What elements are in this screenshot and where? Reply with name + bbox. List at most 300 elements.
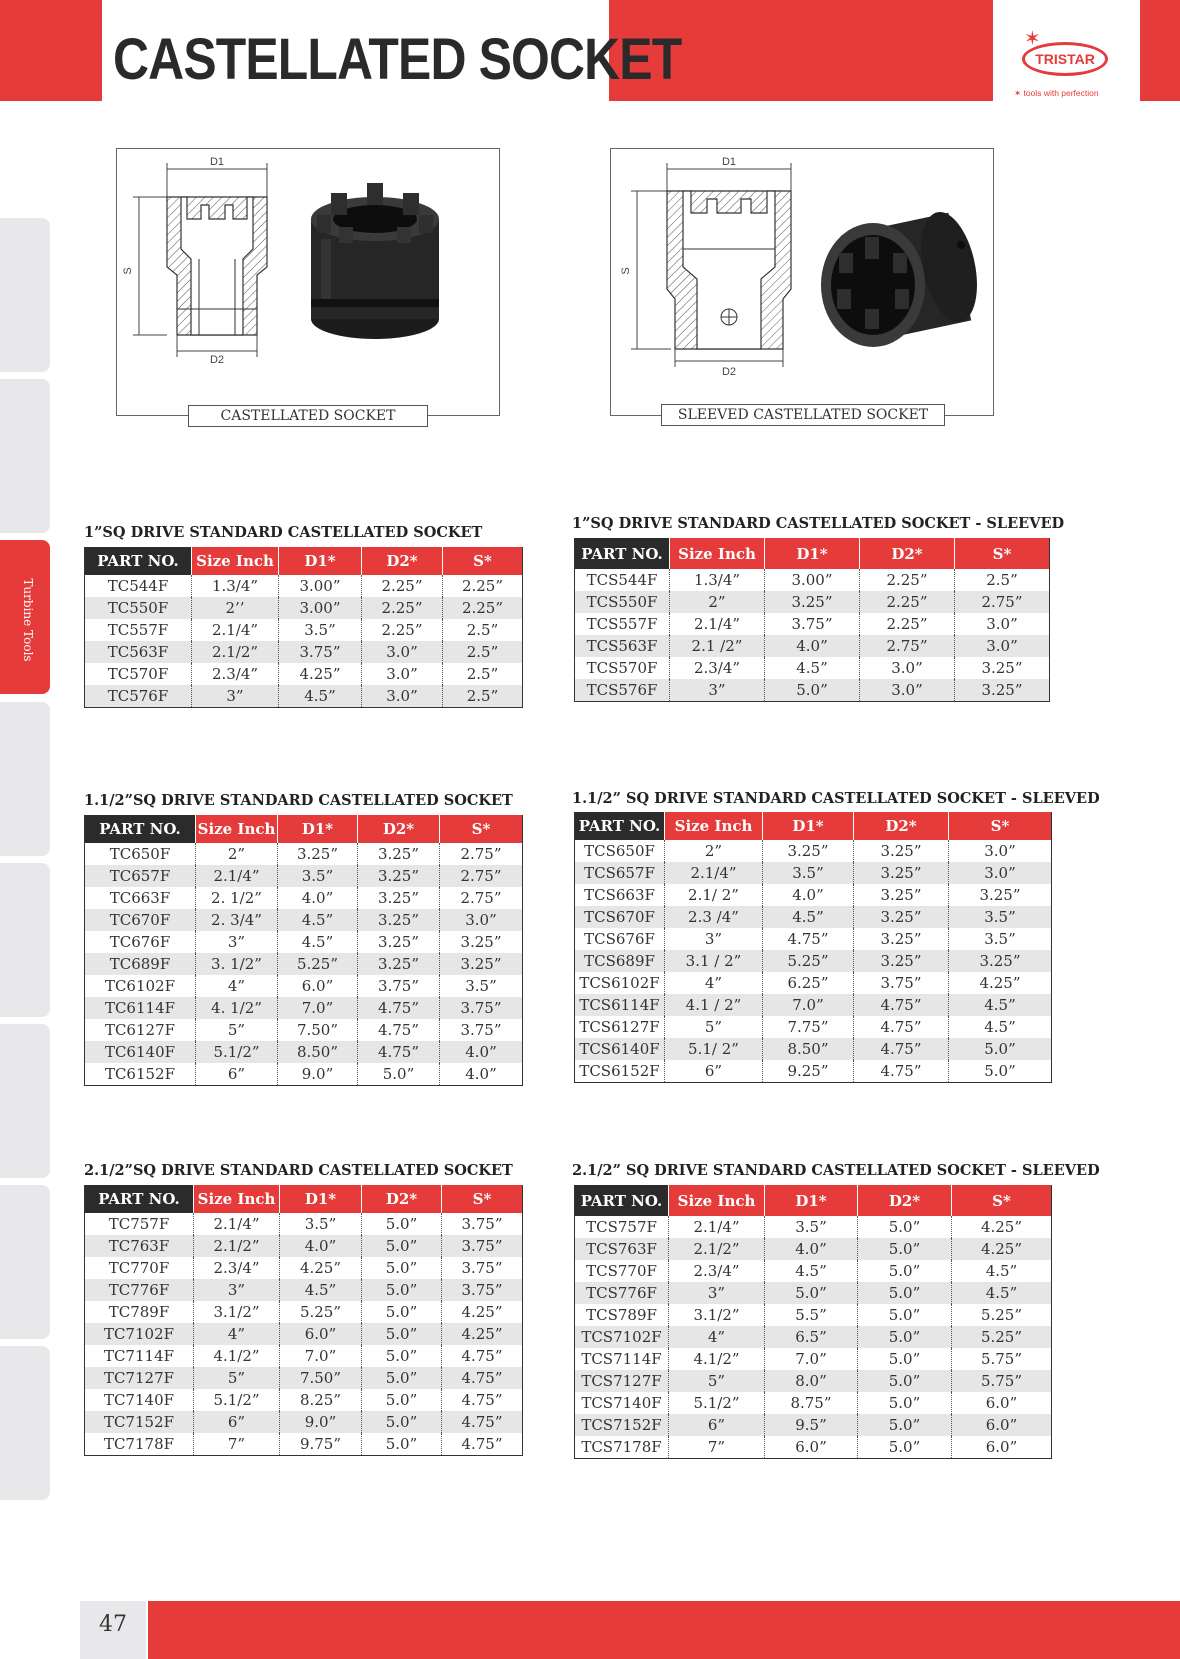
cell-size-inch: 3” [194, 1279, 280, 1301]
cell-size-inch: 2.3/4” [669, 1260, 765, 1282]
cell-part-no: TCS7152F [575, 1414, 669, 1436]
cell-size-inch: 2” [665, 840, 763, 862]
cell-d1: 6.25” [763, 972, 854, 994]
col-s: S* [442, 1185, 522, 1213]
cell-d1: 9.0” [278, 1063, 358, 1085]
cell-d2: 4.75” [358, 1019, 440, 1041]
cell-part-no: TC670F [85, 909, 196, 931]
table-header [85, 1185, 522, 1213]
cell-d2: 5.0” [858, 1326, 952, 1348]
cell-d2: 4.75” [358, 1041, 440, 1063]
cell-d2: 5.0” [858, 1238, 952, 1260]
table-row [85, 619, 522, 641]
cell-s: 4.5” [985, 1284, 1018, 1302]
table-row [85, 887, 522, 909]
side-tab[interactable] [0, 863, 50, 1017]
cell-part-no: TCS776F [575, 1282, 669, 1304]
table-row [85, 953, 522, 975]
cell-size-inch: 4. 1/2” [196, 997, 278, 1019]
table-row [85, 1063, 522, 1085]
cell-s: 3.75” [460, 999, 502, 1017]
cell-d1: 8.25” [280, 1389, 362, 1411]
cell-size-inch: 6” [194, 1411, 280, 1433]
col-d2: D2* [860, 538, 955, 569]
cell-s: 6.0” [985, 1394, 1018, 1412]
cell-d1: 7.0” [765, 1348, 858, 1370]
cell-s: 3.25” [979, 886, 1021, 904]
cell-size-inch: 3” [665, 928, 763, 950]
table-row [85, 1279, 522, 1301]
cell-d1: 8.50” [278, 1041, 358, 1063]
cell-d1: 3.5” [280, 1213, 362, 1235]
table-row [575, 1326, 1051, 1348]
cell-s: 4.25” [461, 1303, 503, 1321]
table-header [575, 538, 1049, 569]
table-row [575, 635, 1049, 657]
cell-d1: 4.5” [763, 906, 854, 928]
cell-d2: 5.0” [362, 1301, 442, 1323]
table-title-1in-sleeved: 1”SQ DRIVE STANDARD CASTELLATED SOCKET - SLEEVED [572, 515, 1065, 532]
cell-part-no: TCS7114F [575, 1348, 669, 1370]
cell-size-inch: 5.1/2” [194, 1389, 280, 1411]
cell-part-no: TC689F [85, 953, 196, 975]
col-d2: D2* [358, 815, 440, 843]
cell-size-inch: 3” [670, 679, 765, 701]
cell-d1: 4.0” [765, 1238, 858, 1260]
cell-d2: 2.25” [860, 591, 955, 613]
cell-part-no: TCS676F [575, 928, 665, 950]
cell-d1: 3.5” [278, 865, 358, 887]
dim-label-d1: D1 [721, 156, 737, 168]
cell-d1: 3.5” [279, 619, 362, 641]
cell-part-no: TCS6140F [575, 1038, 665, 1060]
table-row [85, 865, 522, 887]
cell-s: 3.5” [465, 977, 497, 995]
cell-part-no: TC757F [85, 1213, 194, 1235]
cell-s: 2.5” [466, 687, 499, 705]
cell-size-inch: 3” [669, 1282, 765, 1304]
cell-size-inch: 2.1/ 2” [665, 884, 763, 906]
cell-size-inch: 2. 3/4” [196, 909, 278, 931]
cell-d2: 3.0” [860, 679, 955, 701]
cell-d2: 2.25” [362, 575, 443, 597]
cell-s: 3.0” [465, 911, 497, 929]
cell-d2: 3.75” [358, 975, 440, 997]
table-title-1-5in-standard: 1.1/2”SQ DRIVE STANDARD CASTELLATED SOCKET [84, 792, 513, 809]
table-2-5in-standard [84, 1185, 523, 1456]
cell-size-inch: 5” [669, 1370, 765, 1392]
cell-part-no: TCS650F [575, 840, 665, 862]
table-header [575, 1185, 1051, 1216]
table-row [575, 1060, 1051, 1082]
table-1in-standard [84, 547, 523, 708]
brand-name: TRISTAR [1035, 51, 1095, 67]
cell-part-no: TC6114F [85, 997, 196, 1019]
col-d1: D1* [280, 1185, 362, 1213]
cell-part-no: TC557F [85, 619, 192, 641]
cell-d2: 5.0” [858, 1348, 952, 1370]
table-title-2-5in-sleeved: 2.1/2” SQ DRIVE STANDARD CASTELLATED SOCKET - SLEEVED [572, 1162, 1100, 1179]
cell-part-no: TC7114F [85, 1345, 194, 1367]
cell-s: 4.25” [980, 1218, 1023, 1236]
cell-d1: 3.00” [765, 569, 860, 591]
cell-s: 3.0” [984, 842, 1016, 860]
cell-d2: 4.75” [854, 1038, 949, 1060]
col-size-inch: Size Inch [670, 538, 765, 569]
cell-s: 5.75” [980, 1372, 1023, 1390]
cell-part-no: TCS576F [575, 679, 670, 701]
table-1in-sleeved [574, 538, 1050, 702]
cell-size-inch: 2.1/4” [192, 619, 279, 641]
col-size-inch: Size Inch [196, 815, 278, 843]
cell-d1: 7.50” [278, 1019, 358, 1041]
cell-part-no: TC7152F [85, 1411, 194, 1433]
col-d2: D2* [362, 547, 443, 575]
table-row [575, 1348, 1051, 1370]
col-d2: D2* [362, 1185, 442, 1213]
cell-d2: 5.0” [858, 1216, 952, 1238]
cell-d1: 4.0” [765, 635, 860, 657]
cell-s: 2.75” [460, 845, 502, 863]
table-title-2-5in-standard: 2.1/2”SQ DRIVE STANDARD CASTELLATED SOCKET [84, 1162, 513, 1179]
table-row [85, 1235, 522, 1257]
cell-d2: 5.0” [858, 1370, 952, 1392]
cell-d2: 5.0” [362, 1235, 442, 1257]
cell-size-inch: 5” [196, 1019, 278, 1041]
cell-d2: 2.25” [362, 619, 443, 641]
cell-d2: 5.0” [362, 1213, 442, 1235]
cell-size-inch: 2” [670, 591, 765, 613]
diagram-caption-sleeved: SLEEVED CASTELLATED SOCKET [661, 404, 945, 426]
dim-label-d2: D2 [721, 366, 737, 378]
side-tab[interactable] [0, 218, 50, 372]
table-row [575, 840, 1051, 862]
table-row [85, 597, 522, 619]
table-row [575, 1038, 1051, 1060]
cell-size-inch: 2.3/4” [192, 663, 279, 685]
cell-s: 3.25” [460, 933, 502, 951]
cell-s: 5.0” [984, 1062, 1016, 1080]
cell-part-no: TC544F [85, 575, 192, 597]
cell-size-inch: 5.1/2” [669, 1392, 765, 1414]
table-row [575, 884, 1051, 906]
col-d2: D2* [858, 1185, 952, 1216]
cell-s: 3.75” [461, 1259, 503, 1277]
cell-d1: 7.75” [763, 1016, 854, 1038]
cell-d1: 6.0” [278, 975, 358, 997]
cell-part-no: TCS544F [575, 569, 670, 591]
table-row [85, 1433, 522, 1455]
cell-part-no: TC650F [85, 843, 196, 865]
table-row [85, 931, 522, 953]
cell-d2: 5.0” [362, 1367, 442, 1389]
cell-d2: 5.0” [362, 1345, 442, 1367]
cell-size-inch: 3” [192, 685, 279, 707]
side-tab[interactable] [0, 379, 50, 533]
table-row [85, 997, 522, 1019]
cell-d2: 5.0” [858, 1260, 952, 1282]
cell-part-no: TCS763F [575, 1238, 669, 1260]
table-row [85, 1389, 522, 1411]
cell-size-inch: 6” [196, 1063, 278, 1085]
cell-d2: 5.0” [858, 1304, 952, 1326]
cell-part-no: TCS6102F [575, 972, 665, 994]
cell-d1: 5.0” [765, 1282, 858, 1304]
cell-part-no: TCS670F [575, 906, 665, 928]
col-d1: D1* [763, 812, 854, 840]
footer-band [148, 1601, 1180, 1659]
col-size-inch: Size Inch [669, 1185, 765, 1216]
cell-d1: 5.25” [763, 950, 854, 972]
cell-d1: 4.5” [279, 685, 362, 707]
cell-part-no: TCS550F [575, 591, 670, 613]
cell-d1: 3.5” [765, 1216, 858, 1238]
cell-size-inch: 2.1/2” [192, 641, 279, 663]
cell-d1: 3.25” [763, 840, 854, 862]
cell-d2: 4.75” [854, 1016, 949, 1038]
cell-s: 2.5” [466, 665, 499, 683]
cell-d2: 4.75” [854, 994, 949, 1016]
cell-part-no: TC6152F [85, 1063, 196, 1085]
cell-d1: 4.0” [280, 1235, 362, 1257]
brand-tagline: ✶ tools with perfection [1014, 88, 1099, 98]
col-size-inch: Size Inch [194, 1185, 280, 1213]
cell-part-no: TCS7127F [575, 1370, 669, 1392]
cell-d2: 3.25” [854, 862, 949, 884]
dim-label-s: S [620, 267, 632, 275]
table-row [575, 1414, 1051, 1436]
cell-part-no: TC676F [85, 931, 196, 953]
cell-size-inch: 2.1 /2” [670, 635, 765, 657]
col-part-no: PART NO. [575, 812, 665, 840]
cell-s: 5.25” [980, 1306, 1023, 1324]
cell-d1: 4.0” [278, 887, 358, 909]
table-row [85, 685, 522, 707]
header-band-left [0, 0, 102, 101]
cell-d1: 8.75” [765, 1392, 858, 1414]
cell-s: 4.25” [979, 974, 1021, 992]
cell-size-inch: 6” [665, 1060, 763, 1082]
col-s: S* [955, 538, 1049, 569]
cell-d2: 3.0” [362, 663, 443, 685]
col-part-no: PART NO. [575, 538, 670, 569]
cell-d2: 3.25” [358, 887, 440, 909]
cell-s: 4.5” [985, 1262, 1018, 1280]
table-header [85, 547, 522, 575]
dim-label-d1: D1 [209, 156, 225, 168]
cell-size-inch: 3.1 / 2” [665, 950, 763, 972]
cell-part-no: TC550F [85, 597, 192, 619]
cell-size-inch: 4” [194, 1323, 280, 1345]
cell-d2: 3.25” [854, 928, 949, 950]
col-s: S* [443, 547, 522, 575]
cell-size-inch: 7” [669, 1436, 765, 1458]
table-row [575, 679, 1049, 701]
cell-d2: 5.0” [362, 1323, 442, 1345]
cell-part-no: TC657F [85, 865, 196, 887]
cell-s: 3.0” [984, 864, 1016, 882]
col-s: S* [949, 812, 1051, 840]
cell-size-inch: 4” [196, 975, 278, 997]
cell-d1: 3.75” [279, 641, 362, 663]
cell-part-no: TCS6152F [575, 1060, 665, 1082]
cell-d1: 5.5” [765, 1304, 858, 1326]
cell-size-inch: 3. 1/2” [196, 953, 278, 975]
cell-d2: 3.0” [362, 685, 443, 707]
side-tab[interactable] [0, 702, 50, 856]
cell-d1: 4.0” [763, 884, 854, 906]
cell-d2: 3.25” [358, 953, 440, 975]
cell-part-no: TCS657F [575, 862, 665, 884]
cell-size-inch: 6” [669, 1414, 765, 1436]
cell-s: 4.25” [980, 1240, 1023, 1258]
side-tab[interactable] [0, 1346, 50, 1500]
cell-s: 4.75” [461, 1435, 503, 1453]
cell-s: 2.5” [466, 621, 499, 639]
cell-size-inch: 5” [665, 1016, 763, 1038]
cell-s: 2.5” [466, 643, 499, 661]
cell-d1: 4.5” [280, 1279, 362, 1301]
cell-size-inch: 2.1/4” [194, 1213, 280, 1235]
table-row [85, 575, 522, 597]
table-row [575, 862, 1051, 884]
table-title-1-5in-sleeved: 1.1/2” SQ DRIVE STANDARD CASTELLATED SOCKET - SLEEVED [572, 790, 1100, 807]
cell-size-inch: 4.1/2” [194, 1345, 280, 1367]
cell-d2: 3.0” [860, 657, 955, 679]
cell-s: 3.25” [981, 659, 1023, 677]
cell-d2: 5.0” [362, 1389, 442, 1411]
side-tab[interactable] [0, 1185, 50, 1339]
cell-d2: 5.0” [858, 1436, 952, 1458]
cell-s: 3.25” [460, 955, 502, 973]
cell-s: 4.75” [461, 1347, 503, 1365]
cell-d2: 5.0” [362, 1257, 442, 1279]
cell-part-no: TC7178F [85, 1433, 194, 1455]
cell-part-no: TCS789F [575, 1304, 669, 1326]
cell-size-inch: 2.3 /4” [665, 906, 763, 928]
cell-d1: 6.0” [765, 1436, 858, 1458]
cell-d1: 9.0” [280, 1411, 362, 1433]
table-row [575, 591, 1049, 613]
cell-d1: 9.75” [280, 1433, 362, 1455]
cell-size-inch: 4.1 / 2” [665, 994, 763, 1016]
cell-d2: 5.0” [362, 1411, 442, 1433]
col-d1: D1* [765, 538, 860, 569]
cell-size-inch: 2.1/4” [670, 613, 765, 635]
cell-d2: 2.25” [362, 597, 443, 619]
cell-d1: 6.0” [280, 1323, 362, 1345]
side-tab[interactable] [0, 1024, 50, 1178]
table-row [85, 641, 522, 663]
table-row [575, 1304, 1051, 1326]
cell-s: 4.75” [461, 1413, 503, 1431]
cell-d2: 5.0” [362, 1433, 442, 1455]
table-row [85, 1345, 522, 1367]
cell-d2: 4.75” [854, 1060, 949, 1082]
cell-s: 6.0” [985, 1416, 1018, 1434]
cell-part-no: TCS557F [575, 613, 670, 635]
cell-s: 2.75” [460, 889, 502, 907]
table-row [85, 663, 522, 685]
col-s: S* [952, 1185, 1051, 1216]
cell-d1: 3.00” [279, 575, 362, 597]
cell-part-no: TCS570F [575, 657, 670, 679]
cell-s: 3.5” [984, 930, 1016, 948]
cell-d2: 5.0” [858, 1414, 952, 1436]
cell-d1: 4.75” [763, 928, 854, 950]
cell-d2: 3.0” [362, 641, 443, 663]
diagram-castellated-socket [116, 148, 500, 416]
cell-s: 4.25” [461, 1325, 503, 1343]
cell-d2: 3.25” [854, 950, 949, 972]
cell-s: 5.25” [980, 1328, 1023, 1346]
col-d1: D1* [278, 815, 358, 843]
cell-d2: 2.25” [860, 613, 955, 635]
cell-part-no: TC6102F [85, 975, 196, 997]
cell-s: 3.5” [984, 908, 1016, 926]
cell-d1: 4.5” [278, 931, 358, 953]
table-2-5in-sleeved [574, 1185, 1052, 1459]
cell-d1: 3.25” [278, 843, 358, 865]
cell-part-no: TC576F [85, 685, 192, 707]
cell-d2: 5.0” [358, 1063, 440, 1085]
cell-s: 4.0” [465, 1065, 497, 1083]
table-row [85, 1411, 522, 1433]
table-row [575, 569, 1049, 591]
dim-label-d2: D2 [209, 354, 225, 366]
cell-d1: 9.25” [763, 1060, 854, 1082]
cell-d1: 3.25” [765, 591, 860, 613]
cell-size-inch: 2.3/4” [670, 657, 765, 679]
table-row [575, 972, 1051, 994]
cell-s: 3.75” [461, 1215, 503, 1233]
cell-s: 4.5” [984, 996, 1016, 1014]
table-row [85, 1323, 522, 1345]
cell-part-no: TCS7102F [575, 1326, 669, 1348]
cell-d1: 8.50” [763, 1038, 854, 1060]
table-row [575, 1436, 1051, 1458]
cell-part-no: TCS7178F [575, 1436, 669, 1458]
cell-size-inch: 1.3/4” [192, 575, 279, 597]
cell-part-no: TC770F [85, 1257, 194, 1279]
table-row [85, 1213, 522, 1235]
col-part-no: PART NO. [85, 547, 192, 575]
cell-part-no: TCS6114F [575, 994, 665, 1016]
cell-size-inch: 7” [194, 1433, 280, 1455]
table-header [85, 815, 522, 843]
cell-d1: 5.25” [278, 953, 358, 975]
cell-d2: 3.25” [358, 931, 440, 953]
cell-size-inch: 2.1/2” [194, 1235, 280, 1257]
cell-part-no: TC789F [85, 1301, 194, 1323]
cell-size-inch: 2. 1/2” [196, 887, 278, 909]
cell-part-no: TCS6127F [575, 1016, 665, 1038]
cell-size-inch: 5” [194, 1367, 280, 1389]
cell-size-inch: 4” [669, 1326, 765, 1348]
socket-drawing [117, 149, 501, 417]
cell-d2: 3.25” [358, 909, 440, 931]
cell-size-inch: 2.1/4” [669, 1216, 765, 1238]
col-d1: D1* [279, 547, 362, 575]
cell-part-no: TC663F [85, 887, 196, 909]
cell-part-no: TC6127F [85, 1019, 196, 1041]
cell-s: 2.25” [461, 599, 504, 617]
cell-d1: 5.25” [280, 1301, 362, 1323]
cell-s: 3.75” [460, 1021, 502, 1039]
col-s: S* [440, 815, 522, 843]
side-tab-turbine-tools[interactable] [0, 540, 50, 694]
cell-part-no: TC776F [85, 1279, 194, 1301]
